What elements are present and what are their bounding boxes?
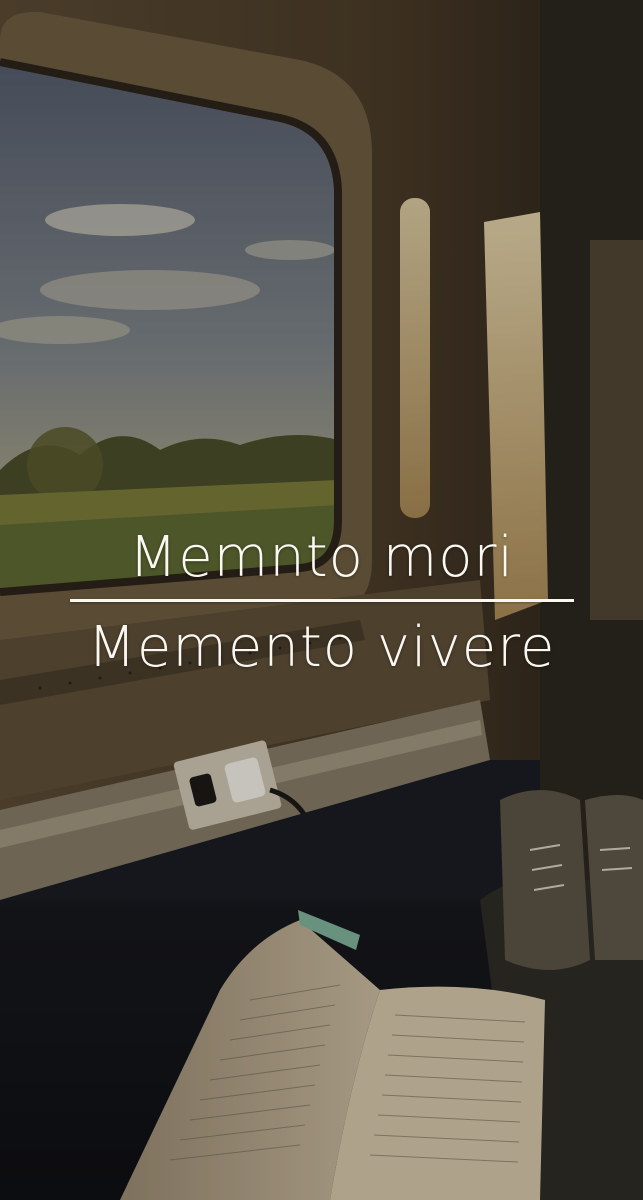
caption-divider — [70, 599, 574, 602]
caption-line-2: Memento vivere — [87, 615, 556, 680]
caption-line-1: Memnto mori — [128, 525, 515, 590]
